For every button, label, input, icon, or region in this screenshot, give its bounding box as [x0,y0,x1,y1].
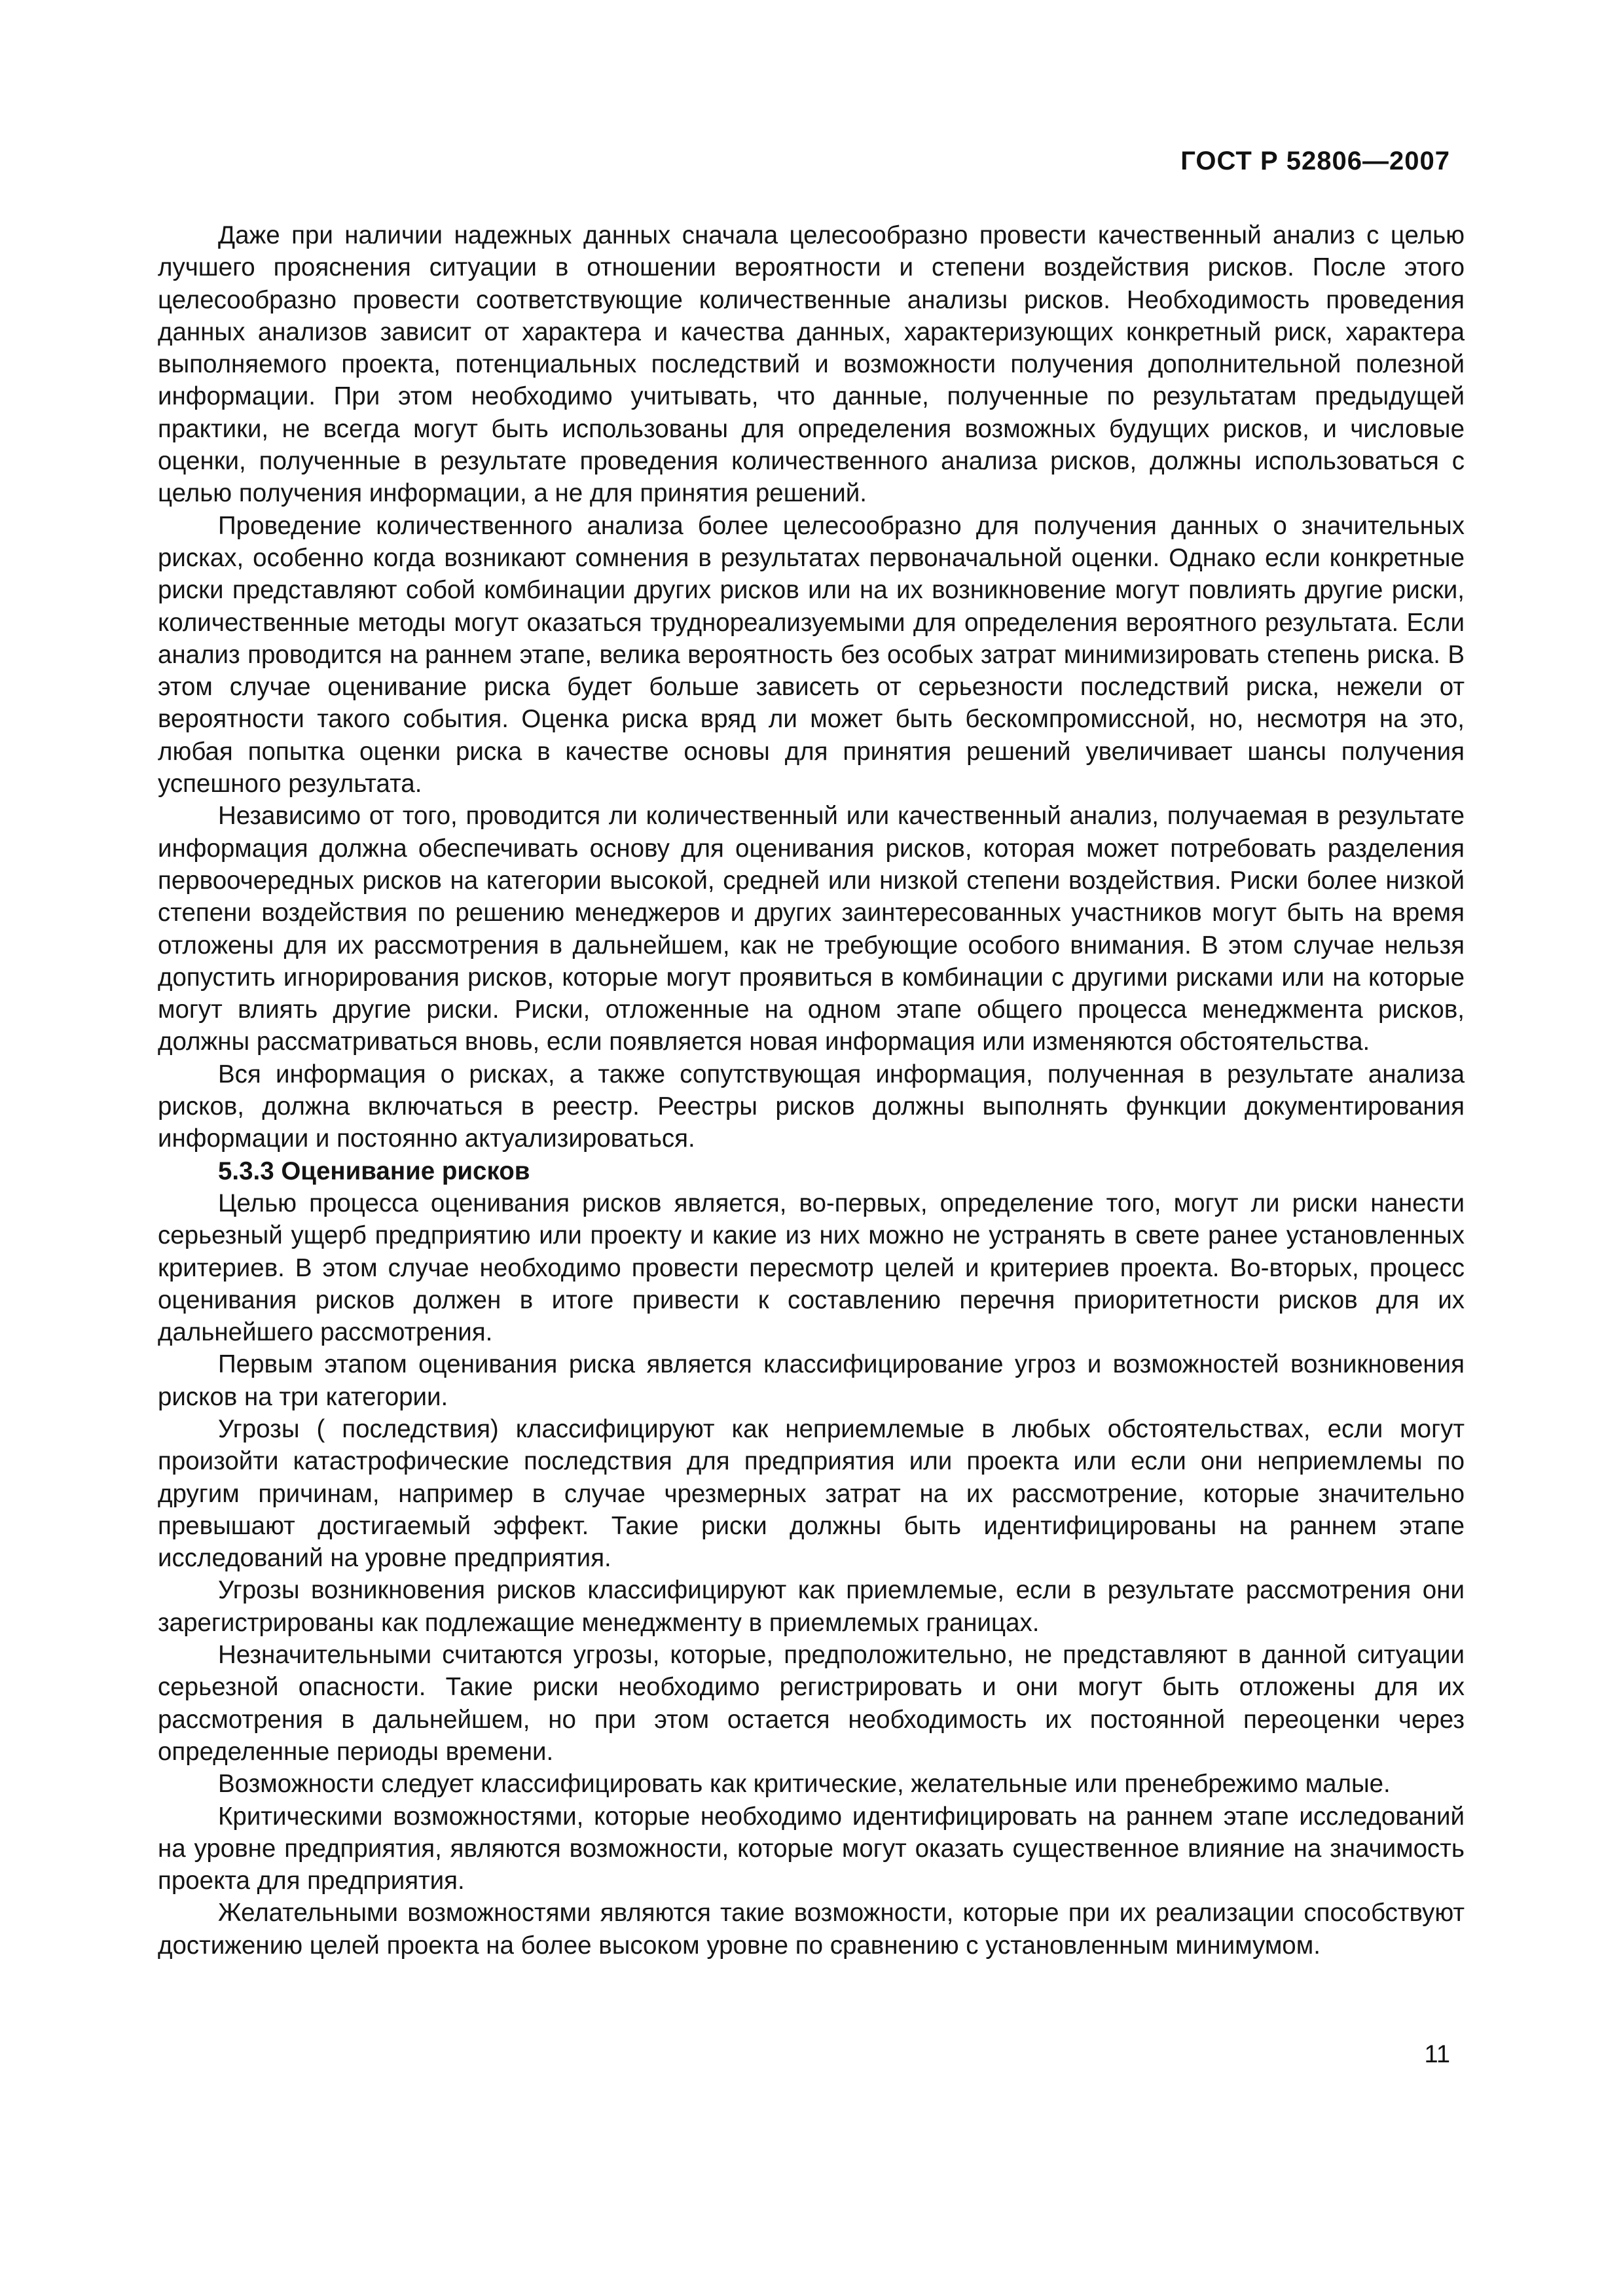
paragraph: Возможности следует классифицировать как критические, желательные или пренебрежимо малые. [218,1770,1391,1799]
paragraph: Даже при наличии надежных данных сначала целесообразно провести качественный анализ с целью лучшего прояснения ситуации в отношении вероятности и степени воздействия рисков. После этого целесообразно провести соответствующие количественные анализы рисков. Необходимость проведения данных анализов зависит от характера и качества данных, характеризующих конкретный риск, характера выполняемого проекта, потенциальных последствий и возможности получения дополнительной полезной информации. При этом необходимо учитывать, что данные, полученные по результатам предыдущей практики, не всегда могут быть использованы для определения возможных будущих рисков, и числовые оценки, полученные в результате проведения количественного анализа рисков, должны использоваться с целью получения информации, а не для принятия решений. [158,221,1465,508]
paragraph: Первым этапом оценивания риска является классифицирование угроз и возможностей возникновения рисков на три категории. [158,1350,1465,1411]
paragraph: Угрозы возникновения рисков классифицируют как приемлемые, если в результате рассмотрения они зарегистрированы как подлежащие менеджменту в приемлемых границах. [158,1576,1465,1637]
paragraph: Целью процесса оценивания рисков является, во-первых, определение того, могут ли риски нанести серьезный ущерб предприятию или проекту и какие из них можно не устранять в свете ранее установленных критериев. В этом случае необходимо провести пересмотр целей и критериев проекта. Во-вторых, процесс оценивания рисков должен в итоге привести к составлению перечня приоритетности рисков для их дальнейшего рассмотрения. [158,1189,1465,1347]
paragraph: Угрозы ( последствия) классифицируют как неприемлемые в любых обстоятельствах, если могут произойти катастрофические последствия для предприятия или проекта или если они неприемлемы по другим причинам, например в случае чрезмерных затрат на их рассмотрение, которые значительно превышают достигаемый эффект. Такие риски должны быть идентифицированы на раннем этапе исследований на уровне предприятия. [158,1414,1465,1573]
page-number: 11 [1424,2041,1450,2068]
paragraph: Критическими возможностями, которые необходимо идентифицировать на раннем этапе исследований на уровне предприятия, являются возможности, которые могут оказать существенное влияние на значимость проекта для предприятия. [158,1802,1465,1895]
section-heading: 5.3.3 Оценивание рисков [218,1157,530,1185]
paragraph: Вся информация о рисках, а также сопутствующая информация, полученная в результате анализа рисков, должна включаться в реестр. Реестры рисков должны выполнять функции документирования информации и постоянно актуализироваться. [158,1060,1465,1153]
paragraph: Желательными возможностями являются такие возможности, которые при их реализации способствуют достижению целей проекта на более высоком уровне по сравнению с установленным минимумом. [158,1899,1465,1960]
document-body [158,219,1465,1962]
document-header: ГОСТ Р 52806—2007 [1180,147,1450,175]
paragraph: Проведение количественного анализа более целесообразно для получения данных о значительных рисках, особенно когда возникают сомнения в результатах первоначальной оценки. Однако если конкретные риски представляют собой комбинации других рисков или на их возникновение могут повлиять другие риски, количественные методы могут оказаться труднореализуемыми для определения вероятного результата. Если анализ проводится на раннем этапе, велика вероятность без особых затрат минимизировать степень риска. В этом случае оценивание риска будет больше зависеть от серьезности последствий риска, нежели от вероятности такого события. Оценка риска вряд ли может быть бескомпромиссной, но, несмотря на это, любая попытка оценки риска в качестве основы для принятия решений увеличивает шансы получения успешного результата. [158,511,1465,798]
paragraph: Независимо от того, проводится ли количественный или качественный анализ, получаемая в результате информация должна обеспечивать основу для оценивания рисков, которая может потребовать разделения первоочередных рисков на категории высокой, средней или низкой степени воздействия. Риски более низкой степени воздействия по решению менеджеров и других заинтересованных участников могут быть на время отложены для их рассмотрения в дальнейшем, как не требующие особого внимания. В этом случае нельзя допустить игнорирования рисков, которые могут проявиться в комбинации с другими рисками или на которые могут влиять другие риски. Риски, отложенные на одном этапе общего процесса менеджмента рисков, должны рассматриваться вновь, если появляется новая информация или изменяются обстоятельства. [158,802,1465,1056]
paragraph: Незначительными считаются угрозы, которые, предположительно, не представляют в данной ситуации серьезной опасности. Такие риски необходимо регистрировать и они могут быть отложены для их рассмотрения в дальнейшем, но при этом остается необходимость их постоянной переоценки через определенные периоды времени. [158,1641,1465,1766]
